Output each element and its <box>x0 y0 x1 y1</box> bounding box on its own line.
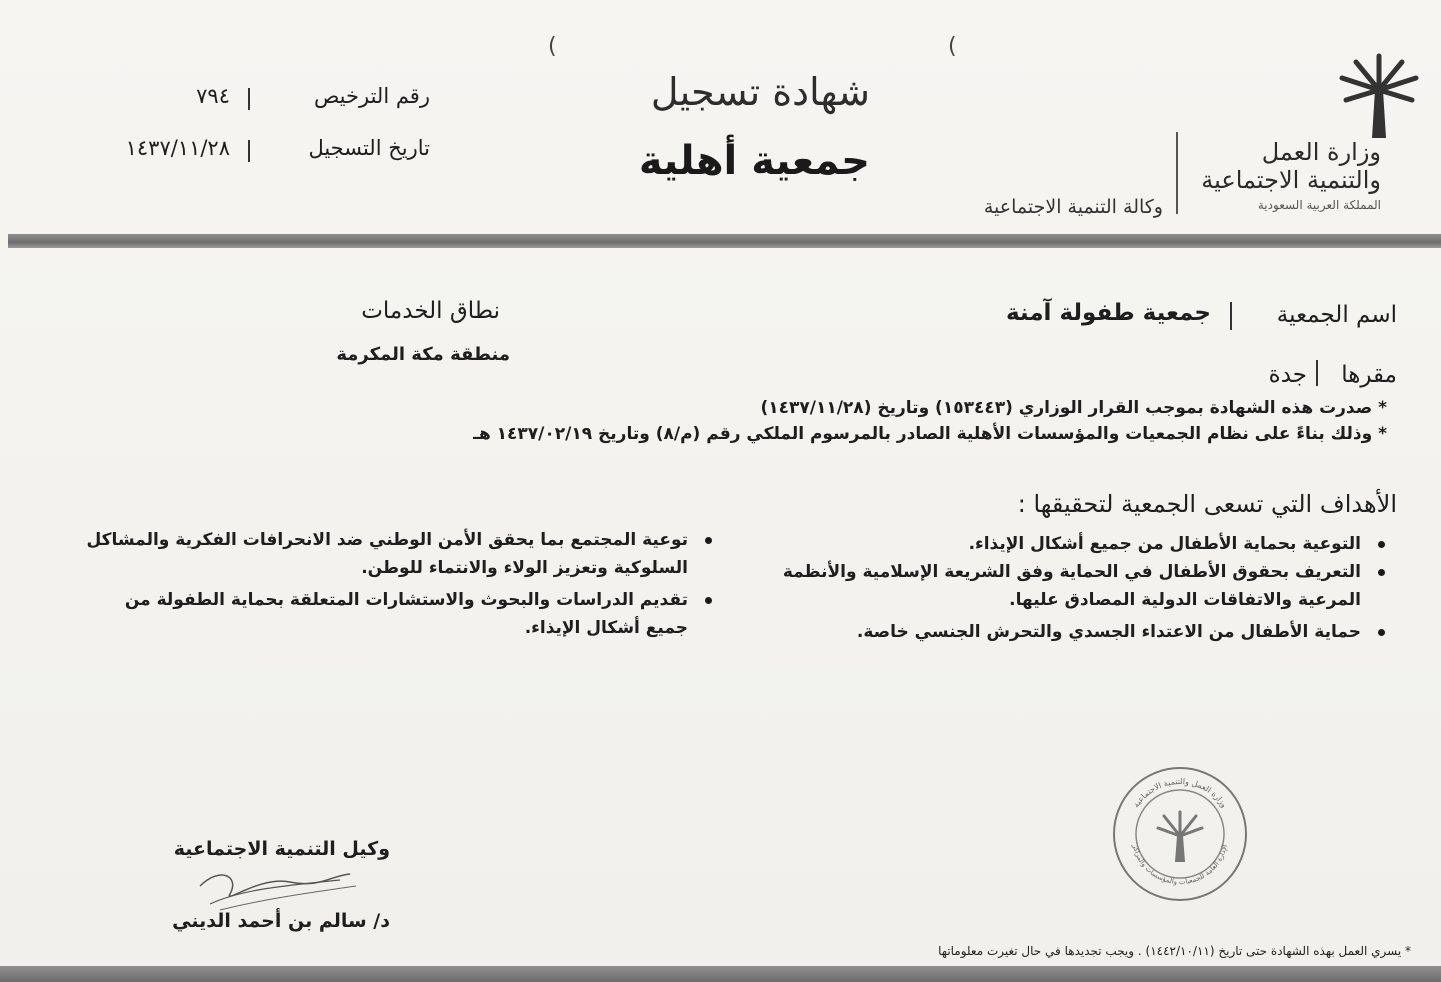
header-divider <box>1176 132 1178 214</box>
service-scope-value: منطقة مكة المكرمة <box>336 344 510 365</box>
service-scope-label: نطاق الخدمات <box>361 298 500 324</box>
goals-title: الأهداف التي تسعى الجمعية لتحقيقها : <box>1017 490 1397 518</box>
goal-item: تقديم الدراسات والبحوث والاستشارات المتعلقة بحماية الطفولة من جميع أشكال الإيذاء. <box>78 586 718 642</box>
certificate-subtitle: جمعية أهلية <box>638 138 870 184</box>
association-name-separator <box>1230 302 1232 330</box>
goals-left-column <box>78 526 718 642</box>
punch-mark-right: ( <box>948 34 957 59</box>
decree-line-2: * وذلك بناءً على نظام الجمعيات والمؤسسات الأهلية الصادر بالمرسوم الملكي رقم (م/٨) وتاريخ ١٤٣٧/٠٢/١٩ هـ <box>473 424 1387 444</box>
license-number-value: ٧٩٤ <box>196 84 230 108</box>
goals-right-column <box>751 530 1391 646</box>
license-number-row <box>90 84 430 118</box>
footer-band <box>0 966 1441 982</box>
seal-text-top: وزارة العمل والتنمية الاجتماعية <box>1131 777 1229 810</box>
registration-date-value: ١٤٣٧/١١/٢٨ <box>125 136 230 160</box>
goal-item: التعريف بحقوق الأطفال في الحماية وفق الشريعة الإسلامية والأنظمة المرعية والاتفاقات الدولية المصادق عليها. <box>751 558 1391 614</box>
registration-date-separator <box>248 140 250 162</box>
goal-item: توعية المجتمع بما يحقق الأمن الوطني ضد الانحرافات الفكرية والمشاكل السلوكية وتعزيز الولاء والانتماء للوطن. <box>78 526 718 582</box>
license-number-separator <box>248 88 250 110</box>
official-seal-icon <box>1110 764 1250 904</box>
punch-mark-left: ( <box>548 34 557 59</box>
seal-text-bottom: الإدارة العامة للجمعيات والمؤسسات والمراكز <box>1130 843 1230 887</box>
headquarters-label: مقرها <box>1341 362 1397 388</box>
signatory-title: وكيل التنمية الاجتماعية <box>173 838 390 860</box>
ministry-palm-logo-icon <box>1334 44 1424 140</box>
headquarters-value: جدة <box>1268 362 1307 388</box>
certificate-title: شهادة تسجيل <box>650 70 870 114</box>
header-band <box>8 234 1441 248</box>
svg-text:وزارة العمل والتنمية الاجتماعي <box>1131 777 1228 809</box>
validity-note: * يسري العمل بهذه الشهادة حتى تاريخ (١٤٤٢/١٠/١١) . ويجب تجديدها في حال تغيرت معلوماتها <box>938 944 1411 958</box>
decree-line-1: * صدرت هذه الشهادة بموجب القرار الوزاري (١٥٣٤٤٣) وتاريخ (١٤٣٧/١١/٢٨) <box>760 398 1387 418</box>
goal-item: التوعية بحماية الأطفال من جميع أشكال الإيذاء. <box>751 530 1391 558</box>
agency-name: وكالة التنمية الاجتماعية <box>983 196 1163 218</box>
signatory-name: د/ سالم بن أحمد الديني <box>172 910 390 932</box>
registration-date-row <box>90 136 430 170</box>
kingdom-name: المملكة العربية السعودية <box>1257 198 1381 212</box>
association-name-label: اسم الجمعية <box>1276 302 1397 328</box>
registration-date-label: تاريخ التسجيل <box>308 136 430 160</box>
ministry-name: وزارة العمل والتنمية الاجتماعية <box>1201 138 1381 194</box>
license-number-label: رقم الترخيص <box>313 84 430 108</box>
association-name-value: جمعية طفولة آمنة <box>1005 300 1211 326</box>
headquarters-separator <box>1316 360 1318 386</box>
goal-item: حماية الأطفال من الاعتداء الجسدي والتحرش الجنسي خاصة. <box>751 618 1391 646</box>
